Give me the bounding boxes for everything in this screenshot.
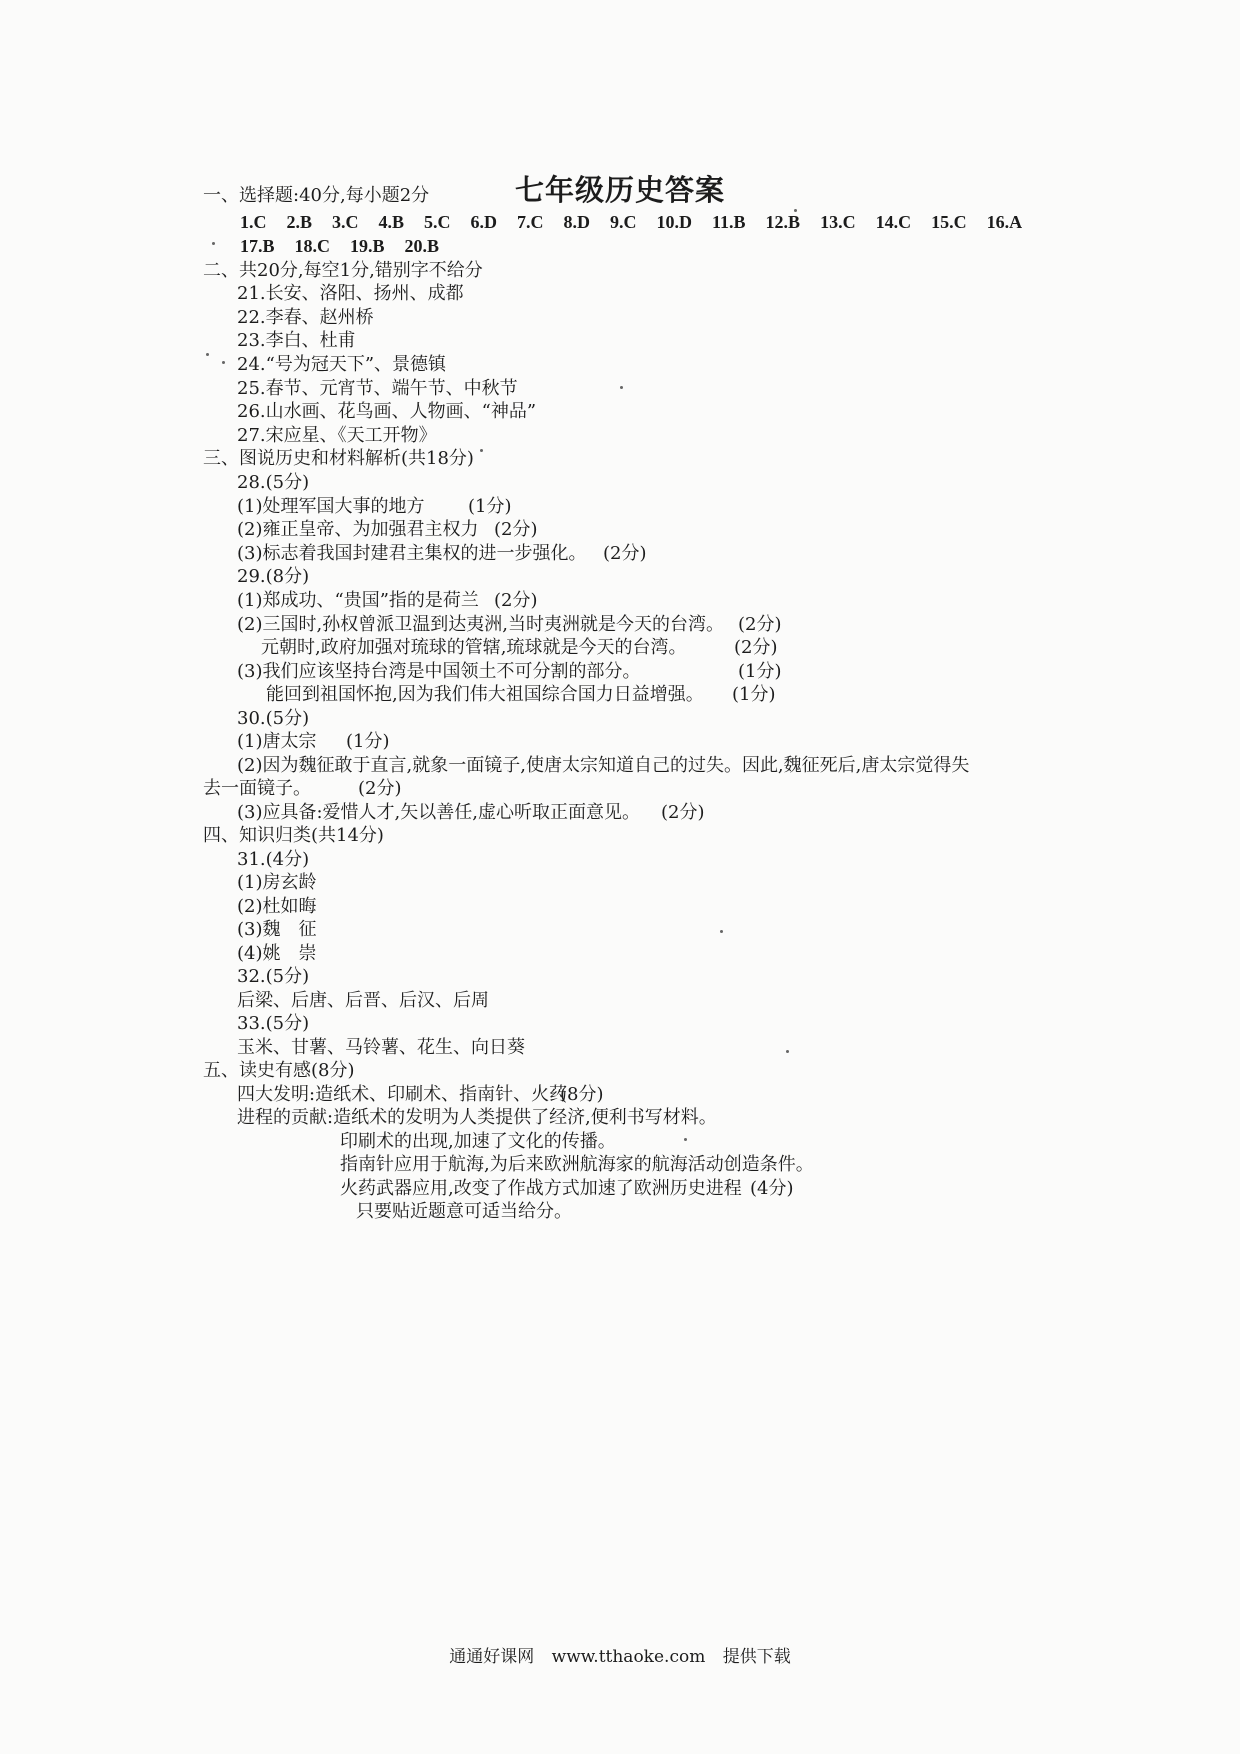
q31-answer-4: (4)姚 崇 <box>237 943 317 964</box>
answer-item: 18.C <box>294 236 331 256</box>
scan-speck <box>212 242 215 245</box>
essay-line-1: 四大发明:造纸术、印刷术、指南针、火药 <box>237 1084 568 1105</box>
page-footer <box>0 1642 1240 1667</box>
q29-score-2: (2分) <box>738 614 782 635</box>
essay-score-1: (8分) <box>560 1084 604 1105</box>
q33-answer: 玉米、甘薯、马铃薯、花生、向日葵 <box>237 1037 525 1058</box>
footer-url[interactable]: www.tthaoke.com <box>551 1647 706 1667</box>
answer-item: 4.B <box>378 212 405 232</box>
q31-answer-2: (2)杜如晦 <box>237 896 317 917</box>
scan-speck <box>206 353 209 356</box>
answer-item: 10.D <box>656 212 693 232</box>
essay-line-6: 只要贴近题意可适当给分。 <box>356 1201 572 1222</box>
scan-speck <box>794 209 797 212</box>
q29-score-1: (2分) <box>494 590 538 611</box>
q30-answer-2b: 去一面镜子。 <box>203 778 311 799</box>
q33-label: 33.(5分) <box>237 1013 310 1034</box>
answer-item: 13.C <box>820 212 856 232</box>
answer-item: 11.B <box>712 212 746 232</box>
answer-item: 1.C <box>240 212 267 232</box>
q30-score-3: (2分) <box>661 802 705 823</box>
answer-item: 16.A <box>986 212 1023 232</box>
q29-answer-3: (3)我们应该坚持台湾是中国领土不可分割的部分。 <box>237 661 641 682</box>
q32-answer: 后梁、后唐、后晋、后汉、后周 <box>237 990 489 1011</box>
fill-answer-23: 23.李白、杜甫 <box>237 330 356 351</box>
section3-heading: 三、图说历史和材料解析(共18分) <box>203 448 474 469</box>
q31-answer-1: (1)房玄龄 <box>237 872 317 893</box>
q29-answer-1: (1)郑成功、“贵国”指的是荷兰 <box>237 590 479 611</box>
answer-item: 9.C <box>610 212 637 232</box>
fill-answer-22: 22.李春、赵州桥 <box>237 307 374 328</box>
q30-score-2b: (2分) <box>358 778 402 799</box>
answer-item: 3.C <box>332 212 359 232</box>
section5-heading: 五、读史有感(8分) <box>203 1060 355 1081</box>
q30-score-1: (1分) <box>346 731 390 752</box>
q28-score-1: (1分) <box>468 496 512 517</box>
q29-score-3: (1分) <box>738 661 782 682</box>
answers-row-2 <box>240 234 459 258</box>
answer-item: 15.C <box>931 212 967 232</box>
essay-line-4: 指南针应用于航海,为后来欧洲航海家的航海活动创造条件。 <box>340 1154 814 1175</box>
fill-answer-21: 21.长安、洛阳、扬州、成都 <box>237 283 464 304</box>
section4-heading: 四、知识归类(共14分) <box>203 825 384 846</box>
scan-speck <box>222 361 225 364</box>
fill-answer-26: 26.山水画、花鸟画、人物画、“神品” <box>237 401 537 422</box>
scan-speck <box>480 449 483 452</box>
page-title: 七年级历史答案 <box>514 173 725 207</box>
q29-answer-2: (2)三国时,孙权曾派卫温到达夷洲,当时夷洲就是今天的台湾。 <box>237 614 724 635</box>
scan-speck <box>620 386 623 389</box>
q29-answer-2b: 元朝时,政府加强对琉球的管辖,琉球就是今天的台湾。 <box>261 637 687 658</box>
q30-answer-2: (2)因为魏征敢于直言,就象一面镜子,使唐太宗知道自己的过失。因此,魏征死后,唐太宗觉得失 <box>237 755 970 776</box>
q29-answer-3b: 能回到祖国怀抱,因为我们伟大祖国综合国力日益增强。 <box>266 684 704 705</box>
q30-answer-1: (1)唐太宗 <box>237 731 317 752</box>
q31-label: 31.(4分) <box>237 849 310 870</box>
q29-score-3b: (1分) <box>732 684 776 705</box>
essay-line-5: 火药武器应用,改变了作战方式加速了欧洲历史进程 <box>340 1178 742 1199</box>
q28-score-3: (2分) <box>603 543 647 564</box>
essay-line-2: 进程的贡献:造纸术的发明为人类提供了经济,便利书写材料。 <box>237 1107 717 1128</box>
answer-item: 17.B <box>240 236 275 256</box>
answer-item: 20.B <box>404 236 440 256</box>
q28-answer-3: (3)标志着我国封建君主集权的进一步强化。 <box>237 543 587 564</box>
footer-site-name: 通通好课网 <box>449 1647 535 1667</box>
fill-answer-27: 27.宋应星、《天工开物》 <box>237 425 437 446</box>
q30-answer-3: (3)应具备:爱惜人才,矢以善任,虚心听取正面意见。 <box>237 802 641 823</box>
answers-row-1 <box>240 210 1042 234</box>
answer-item: 12.B <box>765 212 801 232</box>
answer-item: 8.D <box>563 212 591 232</box>
q31-answer-3: (3)魏 征 <box>237 919 317 940</box>
fill-answer-24: 24.“号为冠天下”、景德镇 <box>237 354 447 375</box>
q28-answer-1: (1)处理军国大事的地方 <box>237 496 425 517</box>
answer-item: 6.D <box>470 212 498 232</box>
scan-speck <box>786 1050 789 1053</box>
section2-heading: 二、共20分,每空1分,错别字不给分 <box>203 260 483 281</box>
q29-score-2b: (2分) <box>734 637 778 658</box>
q30-label: 30.(5分) <box>237 708 310 729</box>
scan-speck <box>720 930 723 933</box>
q28-answer-2: (2)雍正皇帝、为加强君主权力 <box>237 519 479 540</box>
answer-item: 2.B <box>286 212 313 232</box>
answer-item: 5.C <box>424 212 451 232</box>
section1-heading: 一、选择题:40分,每小题2分 <box>203 185 430 206</box>
q32-label: 32.(5分) <box>237 966 310 987</box>
q28-score-2: (2分) <box>494 519 538 540</box>
footer-suffix: 提供下载 <box>722 1647 791 1667</box>
answer-item: 19.B <box>350 236 385 256</box>
q29-label: 29.(8分) <box>237 566 310 587</box>
answer-item: 14.C <box>875 212 912 232</box>
q28-label: 28.(5分) <box>237 472 310 493</box>
essay-score-5: (4分) <box>750 1178 794 1199</box>
fill-answer-25: 25.春节、元宵节、端午节、中秋节 <box>237 378 518 399</box>
essay-line-3: 印刷术的出现,加速了文化的传播。 <box>340 1131 616 1152</box>
answer-item: 7.C <box>517 212 544 232</box>
scan-speck <box>684 1138 687 1141</box>
